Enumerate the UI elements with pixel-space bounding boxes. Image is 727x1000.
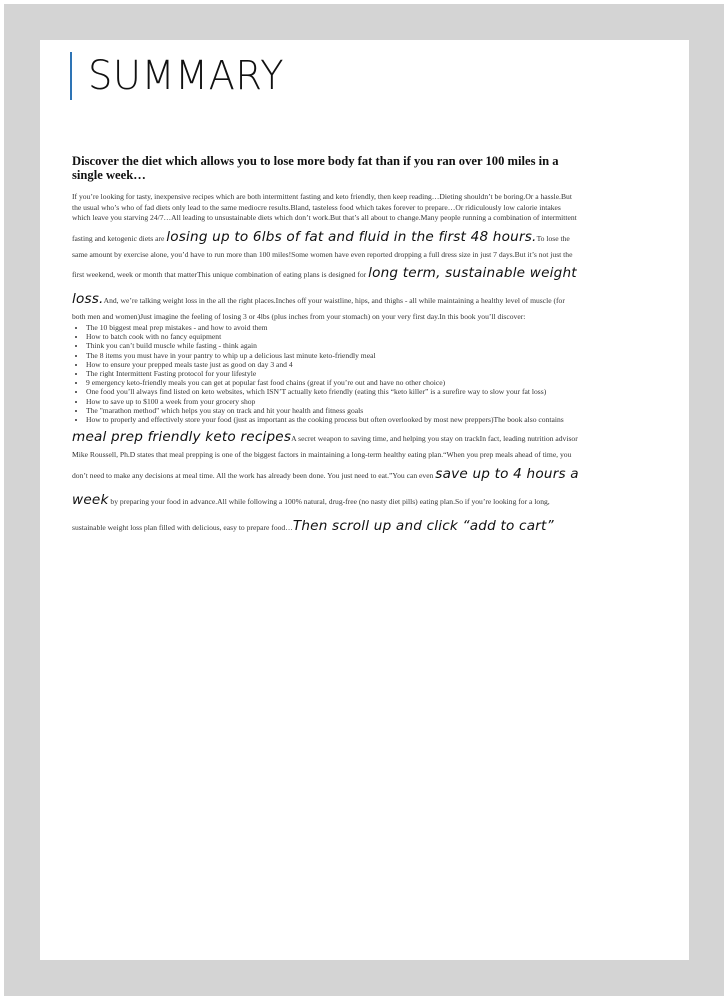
list-item: • One food you’ll always find listed on keto websites, which ISN’T actually keto friendly (eating this “keto killer” is a surefire way to slow your fat loss): [86, 387, 580, 396]
highlight-sustainable: long term, sustainable weight loss.: [72, 265, 577, 308]
para-3: And, we’re talking weight loss in the all the right places.Inches off your waistline, hips, and thighs - all while maintaining a healthy level of muscle (for both men and women)Just imagine the feeling of losing 3 or 4lbs (plus inches from your stomach) on your very first day.In this book you’ll discover:: [72, 296, 565, 322]
list-item: • The "marathon method" which helps you stay on track and hit your health and fitness goals: [86, 406, 580, 415]
para-2: To lose the same amount by exercise alone, you’d have to run more than 100 miles!Some women have even reported dropping a full dress size in just 7 days.But it’s not just the first weekend, week or month that matterThis unique combination of eating plans is designed for: [72, 233, 573, 280]
call-to-action: Then scroll up and click “add to cart”: [292, 517, 554, 534]
list-item: • 9 emergency keto-friendly meals you can get at popular fast food chains (great if you’re out and have no other choice): [86, 378, 580, 387]
list-item: • How to batch cook with no fancy equipment: [86, 332, 580, 341]
list-item: • Think you can’t build muscle while fasting - think again: [86, 341, 580, 350]
list-item: • The right Intermittent Fasting protocol for your lifestyle: [86, 369, 580, 378]
highlight-48-hours: losing up to 6lbs of fat and fluid in the first 48 hours.: [166, 228, 537, 245]
benefits-list: [72, 323, 580, 424]
para-1: If you’re looking for tasty, inexpensive recipes which are both intermittent fasting and keto friendly, then keep reading…Dieting shouldn’t be boring.Or a hassle.But the usual who’s who of fad diets only lead to the same mediocre results.Bland, tasteless food which takes forever to prepare…Or ridiculously low calorie intakes which leave you starving 24/7…All leading to unsustainable diets which don’t work.But that’s all about to change.Many people running a combination of intermittent fasting and ketogenic diets are: [72, 192, 577, 243]
list-item: • How to save up to $100 a week from your grocery shop: [86, 397, 580, 406]
highlight-keto-recipes: meal prep friendly keto recipes: [72, 429, 292, 446]
headline: Discover the diet which allows you to lose more body fat than if you ran over 100 miles in a single week…: [72, 154, 559, 182]
list-item: • How to properly and effectively store your food (just as important as the cooking process but often overlooked by most new preppers)The book also contains: [86, 415, 580, 424]
para-4: A secret weapon to saving time, and helping you stay on trackIn fact, leading nutrition advisor Mike Roussell, Ph.D states that meal prepping is one of the biggest factors in maintaining a long-term healthy eating plan.“When you prep meals ahead of time, you don’t need to make any decisions at meal time. All the work has already been done. You just need to eat.”You can even: [72, 434, 578, 480]
list-item: • The 10 biggest meal prep mistakes - and how to avoid them: [86, 323, 580, 332]
title-block: [70, 52, 292, 100]
document-body: [72, 154, 580, 539]
closing-paragraph: [72, 424, 580, 539]
list-item: • The 8 items you must have in your pantry to whip up a delicious last minute keto-friendly meal: [86, 351, 580, 360]
highlight-save-hours: save up to 4 hours a week: [72, 465, 579, 508]
intro-paragraph: [72, 192, 580, 323]
list-item: • How to ensure your prepped meals taste just as good on day 3 and 4: [86, 360, 580, 369]
page-title: SUMMARY: [88, 53, 285, 99]
para-5: by preparing your food in advance.All while following a 100% natural, drug-free (no nasty diet pills) eating plan.So if you’re looking for a long, sustainable weight loss plan filled with delicious, easy to prepare food…: [72, 496, 550, 532]
